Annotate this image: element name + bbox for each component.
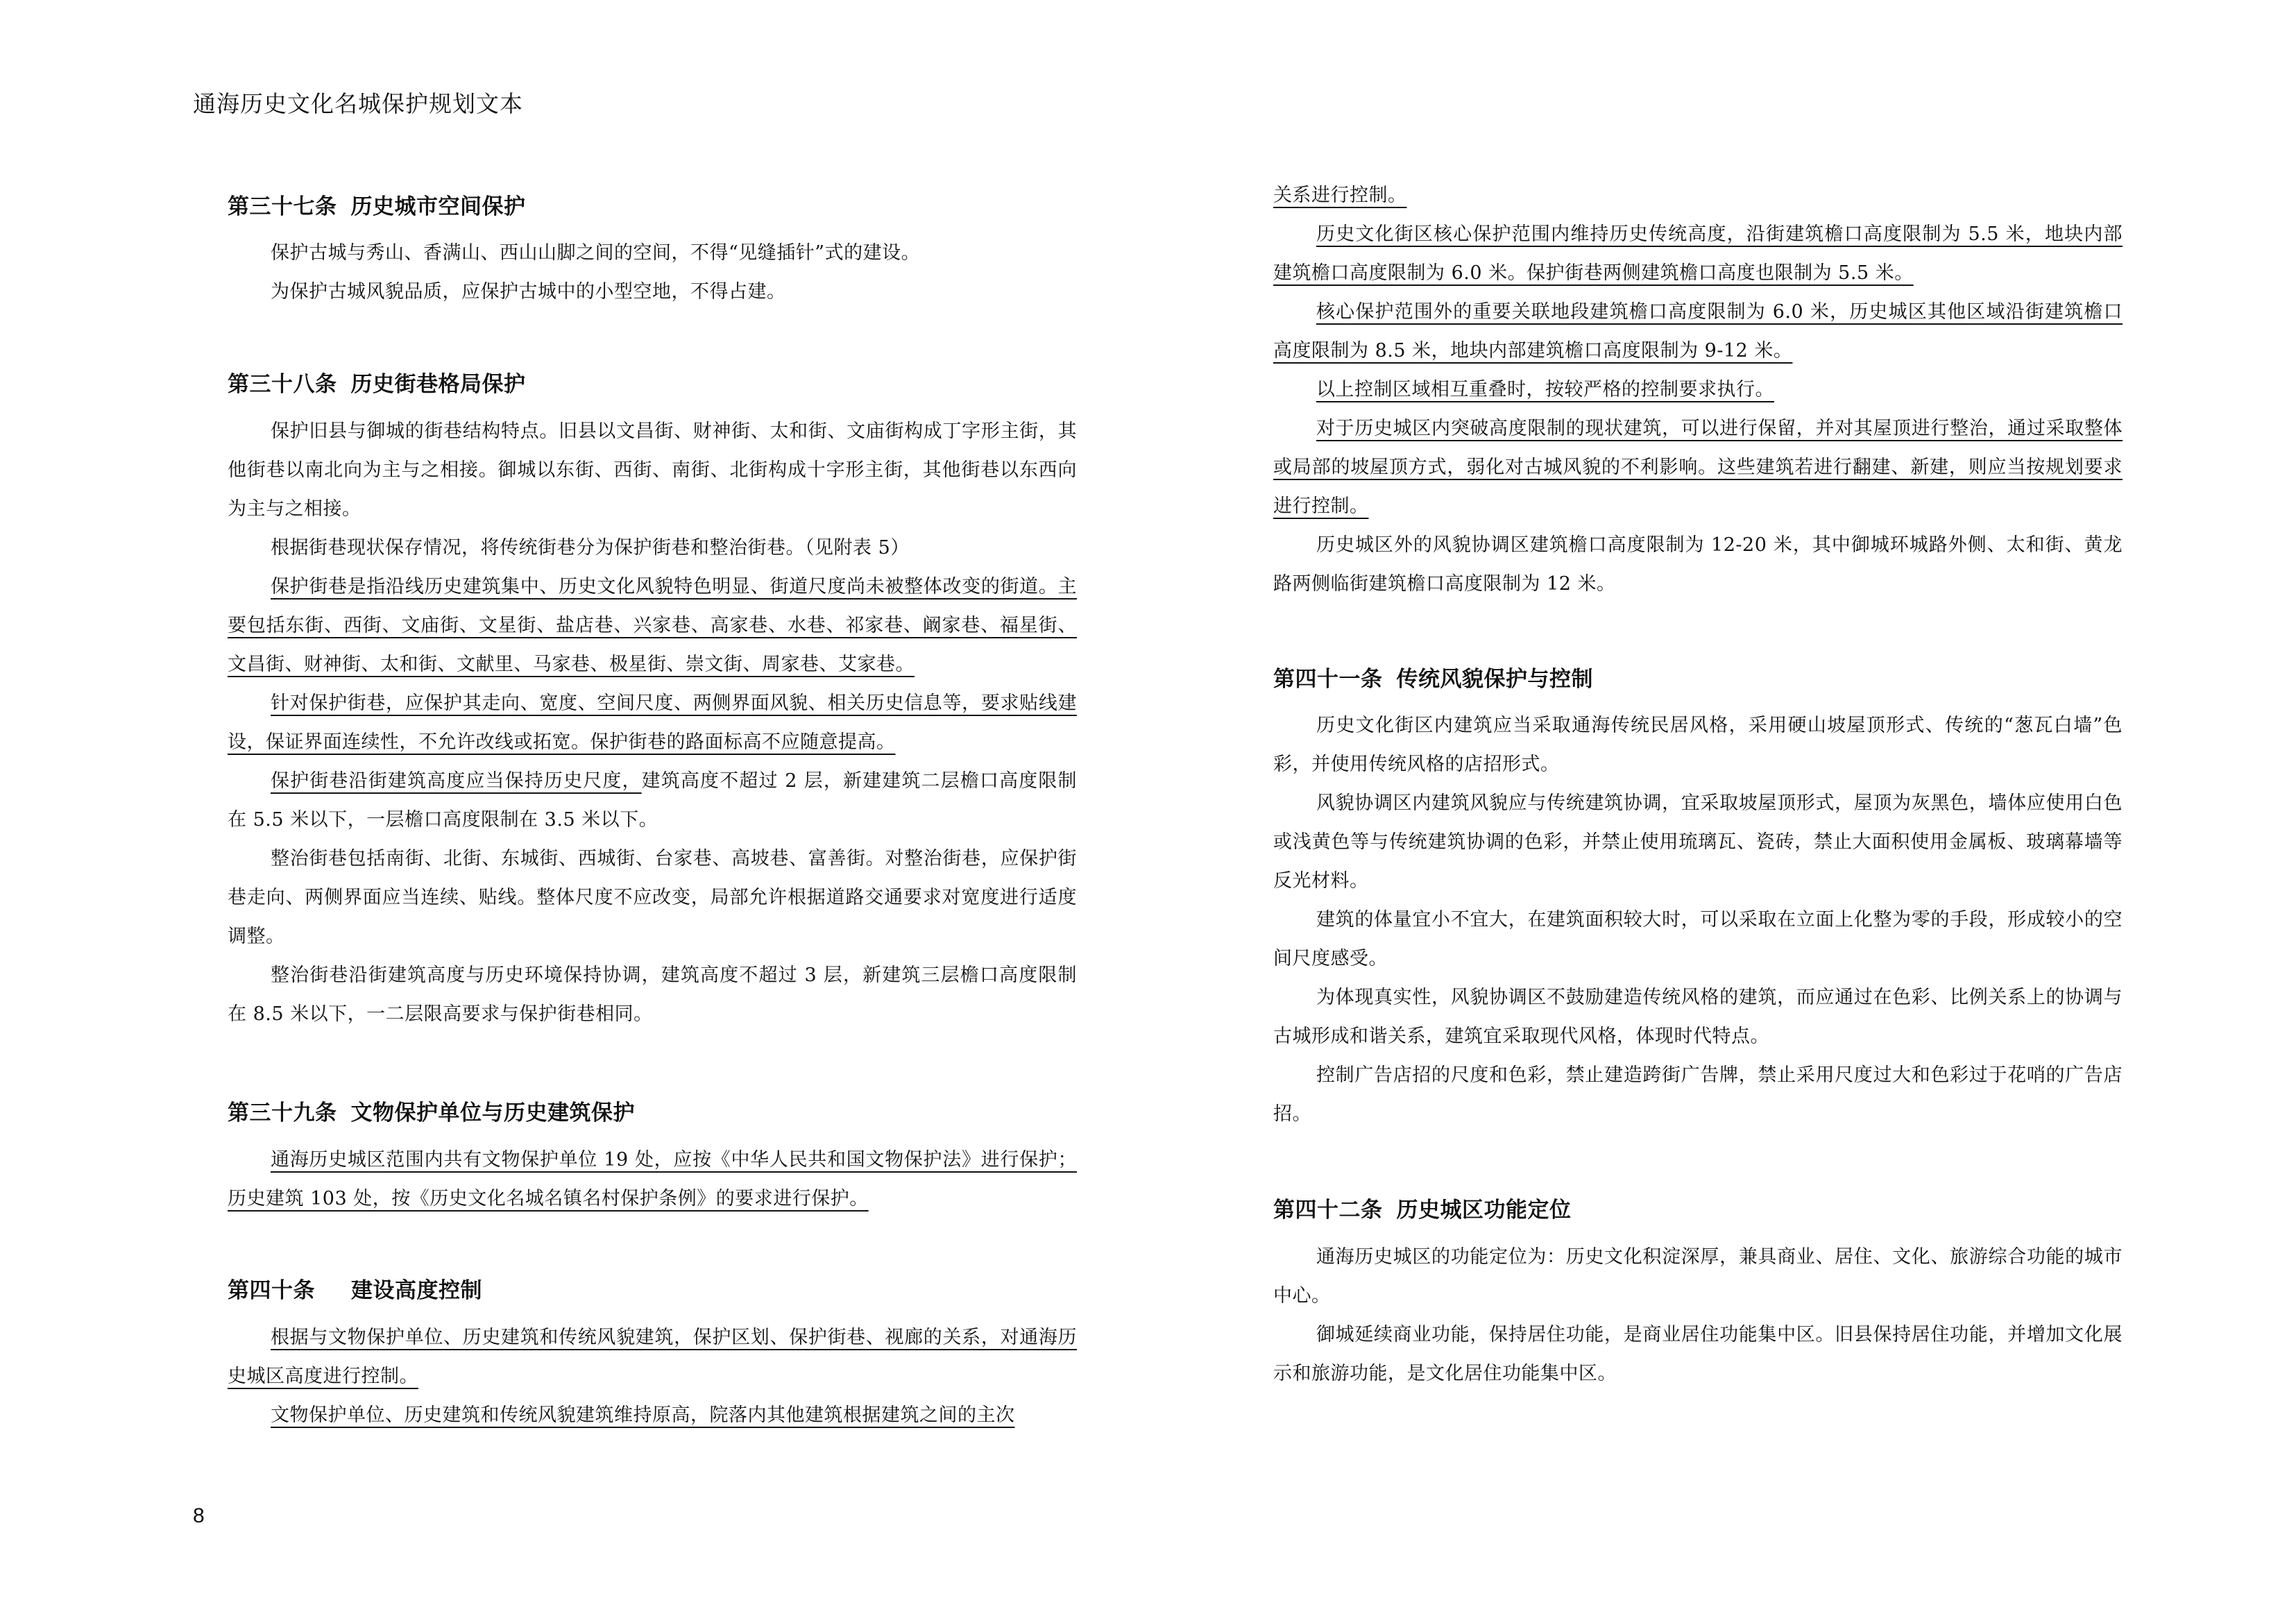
article-40-paragraph-2 [228,1396,1077,1435]
article-41-paragraph-1: 历史文化街区内建筑应当采取通海传统民居风格，采用硬山坡屋顶形式、传统的“葱瓦白墙”色彩，并使用传统风格的店招形式。 [1273,715,2123,775]
article-39-number: 第三十九条 [228,1101,337,1125]
article-40-continued-paragraph-1-text: 历史文化街区核心保护范围内维持历史传统高度，沿街建筑檐口高度限制为 5.5 米，地块内部建筑檐口高度限制为 6.0 米。保护街巷两侧建筑檐口高度也限制为 5.5 米。 [1273,223,2123,284]
article-38-number: 第三十八条 [228,372,337,397]
article-40-paragraph-1-text: 根据与文物保护单位、历史建筑和传统风貌建筑，保护区划、保护街巷、视廊的关系，对通海历史城区高度进行控制。 [228,1327,1077,1387]
article-40-continued-paragraph-4-text: 对于历史城区内突破高度限制的现状建筑，可以进行保留，并对其屋顶进行整治，通过采取整体或局部的坡屋顶方式，弱化对古城风貌的不利影响。这些建筑若进行翻建、新建，则应当按规划要求进行控制。 [1273,418,2123,517]
article-40-continued-paragraph-1 [1273,215,2123,293]
article-41-number: 第四十一条 [1273,667,1383,692]
article-40-title: 建设高度控制 [351,1278,482,1303]
article-40-number: 第四十条 [228,1278,315,1303]
article-42-title: 历史城区功能定位 [1396,1198,1572,1223]
article-41-title: 传统风貌保护与控制 [1396,667,1593,692]
article-42-paragraph-2: 御城延续商业功能，保持居住功能，是商业居住功能集中区。旧县保持居住功能，并增加文化展示和旅游功能，是文化居住功能集中区。 [1273,1324,2123,1384]
article-38-heading [228,366,526,398]
article-39-paragraph-1-text: 通海历史城区范围内共有文物保护单位 19 处，应按《中华人民共和国文物保护法》进行保护；历史建筑 103 处，按《历史文化名城名镇名村保护条例》的要求进行保护。 [228,1149,1077,1209]
article-37-heading [228,189,526,220]
running-header: 通海历史文化名城保护规划文本 [193,90,523,117]
article-41-paragraph-5: 控制广告店招的尺度和色彩，禁止建造跨街广告牌，禁止采用尺度过大和色彩过于花哨的广告店招。 [1273,1064,2123,1125]
article-40-continued-paragraph-3 [1273,371,2123,409]
article-39-paragraph-1 [228,1141,1077,1218]
article-37-title: 历史城市空间保护 [350,194,526,219]
article-38-paragraph-3 [228,568,1077,684]
article-38-paragraph-5 [228,762,1077,840]
article-37-paragraph-1: 保护古城与秀山、香满山、西山山脚之间的空间，不得“见缝插针”式的建设。 [271,242,921,264]
article-42-heading [1273,1192,1572,1223]
article-38-paragraph-4-text: 针对保护街巷，应保护其走向、宽度、空间尺度、两侧界面风貌、相关历史信息等，要求贴线建设，保证界面连续性，不允许改线或拓宽。保护街巷的路面标高不应随意提高。 [228,692,1077,753]
article-41-paragraph-3: 建筑的体量宜小不宜大，在建筑面积较大时，可以采取在立面上化整为零的手段，形成较小的空间尺度感受。 [1273,909,2123,969]
article-39-heading [228,1095,635,1126]
article-40-heading [228,1273,482,1304]
article-38-paragraph-5-rest: 建筑高度不超过 2 层，新建建筑二层檐口高度限制在 5.5 米以下，一层檐口高度限制在 3.5 米以下。 [228,770,1078,831]
article-41-heading [1273,661,1593,692]
article-40-continued-paragraph-2-text: 核心保护范围外的重要关联地段建筑檐口高度限制为 6.0 米，历史城区其他区域沿街建筑檐口高度限制为 8.5 米，地块内部建筑檐口高度限制为 9-12 米。 [1273,301,2123,362]
article-41-paragraph-2: 风貌协调区内建筑风貌应与传统建筑协调，宜采取坡屋顶形式，屋顶为灰黑色，墙体应使用白色或浅黄色等与传统建筑协调的色彩，并禁止使用琉璃瓦、瓷砖，禁止大面积使用金属板、玻璃幕墙等反光材料。 [1273,792,2123,892]
article-38-paragraph-6: 整治街巷包括南街、北街、东城街、西城街、台家巷、高坡巷、富善街。对整治街巷，应保护街巷走向、两侧界面应当连续、贴线。整体尺度不应改变，局部允许根据道路交通要求对宽度进行适度调整。 [228,848,1077,947]
article-38-paragraph-4 [228,684,1077,762]
article-38-title: 历史街巷格局保护 [350,372,526,397]
article-40-paragraph-1 [228,1318,1077,1396]
article-37-number: 第三十七条 [228,194,337,219]
article-40-continued-paragraph-3-text: 以上控制区域相互重叠时，按较严格的控制要求执行。 [1316,379,1774,400]
page-number: 8 [193,1504,205,1527]
article-37-paragraph-2: 为保护古城风貌品质，应保护古城中的小型空地，不得占建。 [271,281,786,303]
article-42-paragraph-1: 通海历史城区的功能定位为：历史文化积淀深厚，兼具商业、居住、文化、旅游综合功能的城市中心。 [1273,1246,2123,1307]
article-38-paragraph-3-text: 保护街巷是指沿线历史建筑集中、历史文化风貌特色明显、街道尺度尚未被整体改变的街道。主要包括东街、西街、文庙街、文星街、盐店巷、兴家巷、高家巷、水巷、祁家巷、阚家巷、福星街、文昌街、财神街、太和街、文献里、马家巷、极星街、崇文街、周家巷、艾家巷。 [228,576,1077,675]
article-38-paragraph-7: 整治街巷沿街建筑高度与历史环境保持协调，建筑高度不超过 3 层，新建筑三层檐口高度限制在 8.5 米以下，一二层限高要求与保护街巷相同。 [228,965,1077,1025]
article-39-title: 文物保护单位与历史建筑保护 [350,1101,635,1125]
article-40-continued-paragraph-2 [1273,293,2123,371]
article-40-paragraph-2-text: 文物保护单位、历史建筑和传统风貌建筑维持原高，院落内其他建筑根据建筑之间的主次 [271,1404,1015,1426]
article-40-continued-paragraph-0 [1273,176,2123,215]
article-38-paragraph-1: 保护旧县与御城的街巷结构特点。旧县以文昌街、财神街、太和街、文庙街构成丁字形主街，其他街巷以南北向为主与之相接。御城以东街、西街、南街、北街构成十字形主街，其他街巷以东西向为主与之相接。 [228,420,1077,520]
article-42-number: 第四十二条 [1273,1198,1383,1223]
article-40-continued-paragraph-5: 历史城区外的风貌协调区建筑檐口高度限制为 12-20 米，其中御城环城路外侧、太和街、黄龙路两侧临街建筑檐口高度限制为 12 米。 [1273,534,2123,595]
article-41-paragraph-4: 为体现真实性，风貌协调区不鼓励建造传统风格的建筑，而应通过在色彩、比例关系上的协调与古城形成和谐关系，建筑宜采取现代风格，体现时代特点。 [1273,987,2123,1047]
article-40-continued-paragraph-4 [1273,409,2123,526]
article-38-paragraph-5-underlined: 保护街巷沿街建筑高度应当保持历史尺度， [271,770,642,792]
article-40-continued-paragraph-0-text: 关系进行控制。 [1273,185,1407,206]
article-38-paragraph-2: 根据街巷现状保存情况，将传统街巷分为保护街巷和整治街巷。（见附表 5） [271,537,910,559]
